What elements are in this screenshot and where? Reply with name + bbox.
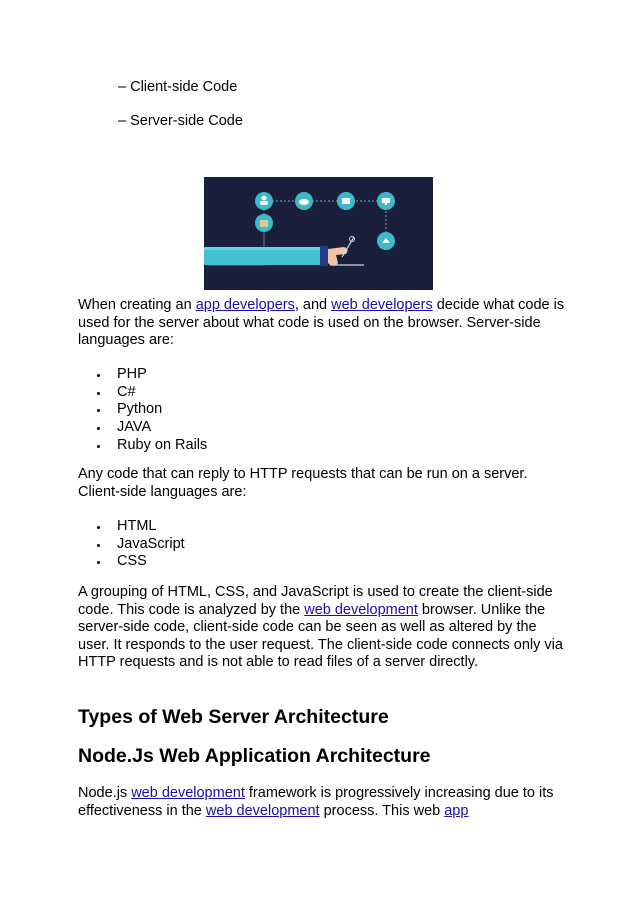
- list-item: JavaScript: [78, 536, 185, 554]
- intro-paragraph: [78, 297, 568, 350]
- app-developers-link[interactable]: app developers: [195, 297, 295, 313]
- section-heading-types: Types of Web Server Architecture: [78, 706, 389, 728]
- intro-text-1: When creating an: [78, 297, 196, 313]
- settings-icon: [377, 232, 395, 250]
- code-icon: [337, 192, 355, 210]
- database-icon: [255, 214, 273, 232]
- user-icon: [255, 192, 273, 210]
- server-note-paragraph: Any code that can reply to HTTP requests that can be run on a server. Client-side languages are:: [78, 466, 528, 500]
- bullet-icon: [97, 374, 100, 377]
- client-side-code-item: – Client-side Code: [118, 79, 238, 95]
- monitor-icon: [377, 192, 395, 210]
- bullet-icon: [97, 544, 100, 547]
- intro-text-2: , and: [294, 297, 332, 313]
- web-development-link-2[interactable]: web development: [131, 785, 245, 801]
- client-text-1: A grouping of HTML, CSS, and JavaScript is used to create the client-side code. This code is analyzed by the: [78, 584, 553, 618]
- cloud-icon: [295, 192, 313, 210]
- server-side-code-item: – Server-side Code: [118, 113, 243, 129]
- architecture-illustration: [204, 177, 433, 290]
- web-developers-link[interactable]: web developers: [331, 297, 433, 313]
- list-item: Python: [78, 401, 207, 419]
- bullet-icon: [97, 427, 100, 430]
- bullet-icon: [97, 561, 100, 564]
- list-item: JAVA: [78, 419, 207, 437]
- client-text-2: browser. Unlike the server-side code, client-side code can be seen as well as altered by the user. It responds to the user request. The client-side code connects only via HTTP requests and is not able to read files of a server directly.: [78, 601, 563, 671]
- list-item: HTML: [78, 518, 185, 536]
- list-item: Ruby on Rails: [78, 437, 207, 455]
- section-heading-nodejs: Node.Js Web Application Architecture: [78, 745, 431, 767]
- client-languages-list: [78, 518, 185, 571]
- bullet-icon: [97, 409, 100, 412]
- node-text-1: Node.js: [78, 785, 132, 801]
- list-item: C#: [78, 384, 207, 402]
- list-item: CSS: [78, 553, 185, 571]
- hand-cursor-icon: [204, 246, 348, 266]
- server-languages-list: [78, 366, 207, 455]
- app-link[interactable]: app: [444, 802, 469, 819]
- intro-text-3: decide what code is used for the server about what code is used on the browser. Server-side languages are:: [78, 297, 565, 349]
- bullet-icon: [97, 392, 100, 395]
- web-development-link-3[interactable]: web development: [205, 802, 320, 819]
- bullet-icon: [97, 445, 100, 448]
- node-text-3: process. This web: [319, 802, 445, 819]
- client-side-paragraph: [78, 584, 568, 672]
- bullet-icon: [97, 526, 100, 529]
- web-development-link[interactable]: web development: [304, 601, 418, 618]
- list-item: PHP: [78, 366, 207, 384]
- nodejs-paragraph: [78, 785, 568, 820]
- node-text-2: framework is progressively increasing due to its effectiveness in the: [78, 785, 554, 819]
